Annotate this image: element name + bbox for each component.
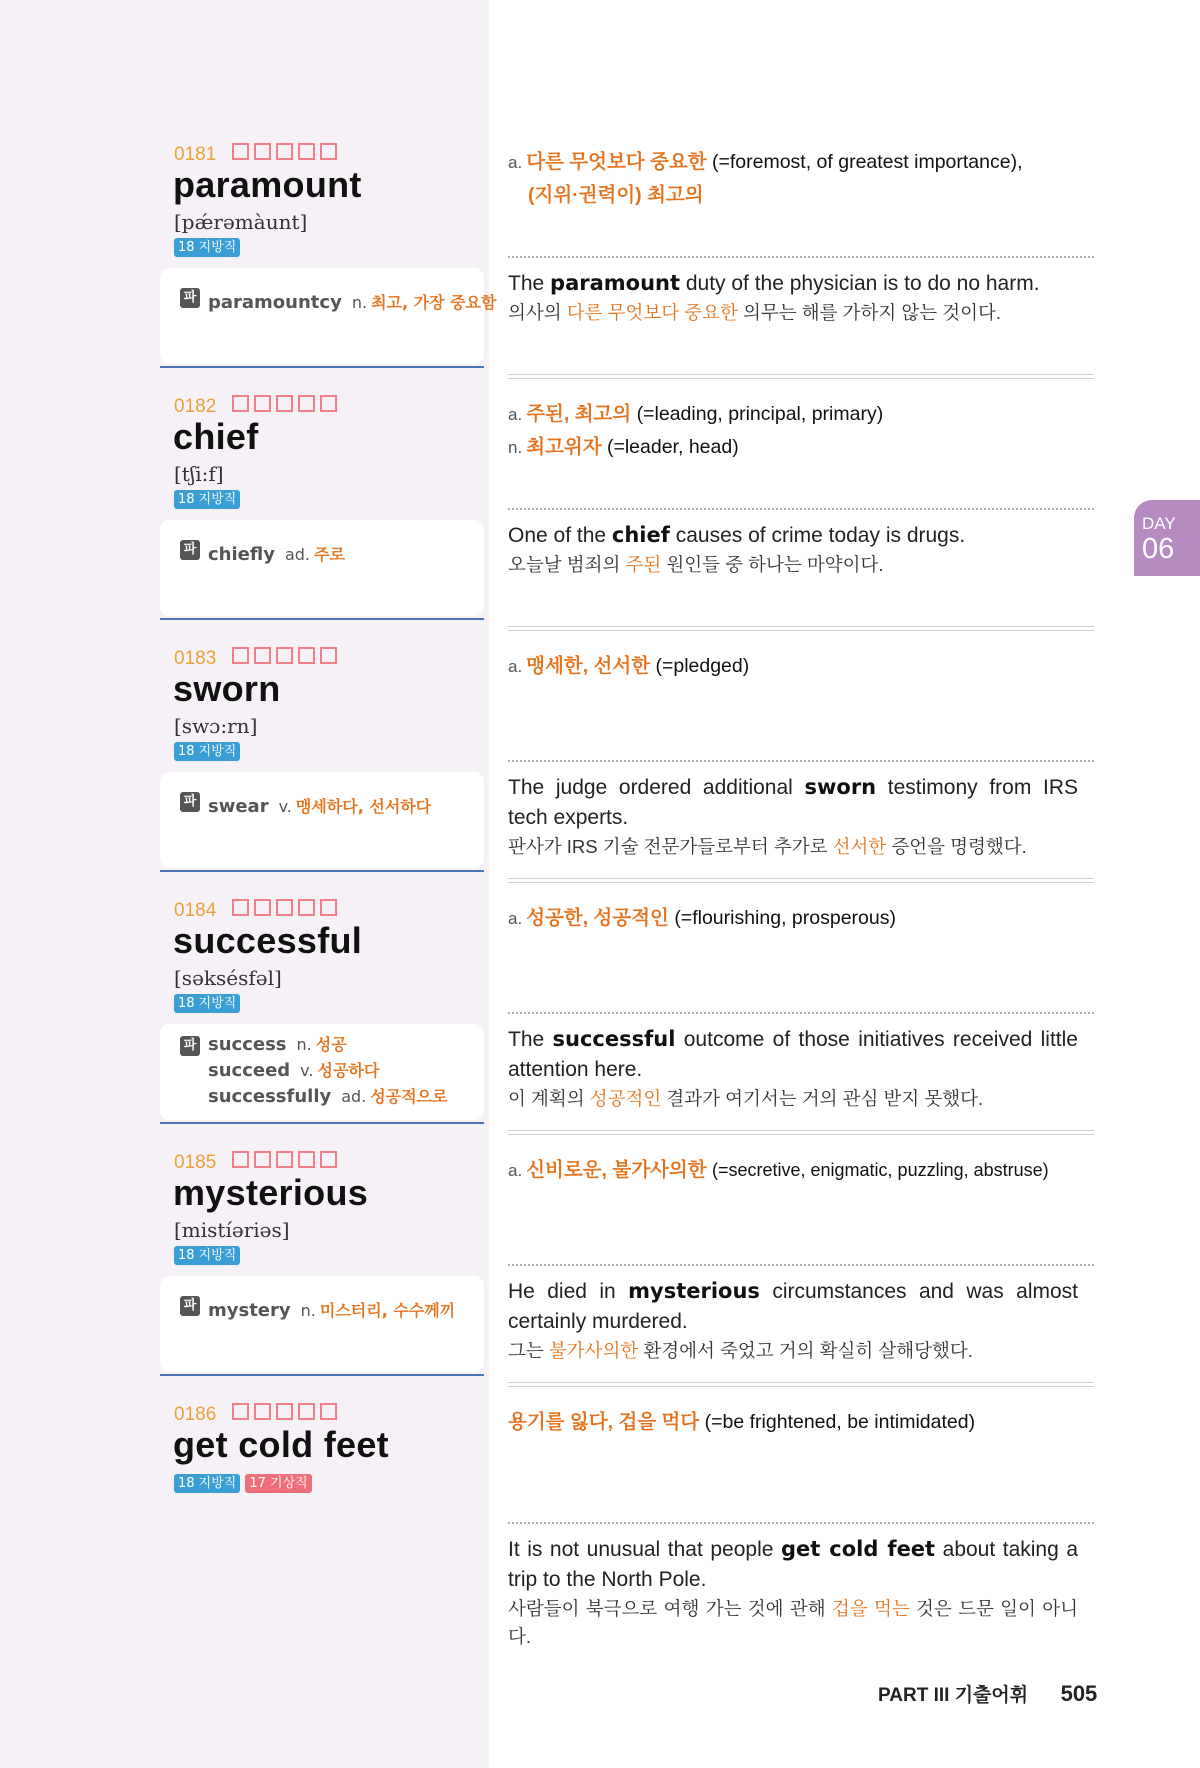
derivative-card: [160, 1024, 484, 1120]
meaning-line: a. 맹세한, 선서한 (=pledged): [508, 655, 750, 677]
derivative-pos: v.: [300, 1061, 314, 1080]
example-sentence: It is not unusual that people get cold feet about taking a trip to the North Pole.: [508, 1537, 1079, 1591]
study-checkbox[interactable]: [232, 647, 249, 664]
study-checkbox[interactable]: [298, 1151, 315, 1168]
derivative-word: success: [208, 1034, 287, 1055]
study-checkbox[interactable]: [298, 1403, 315, 1420]
meaning-line: n. 최고위자 (=leader, head): [508, 436, 739, 458]
english-synonyms: (=secretive, enigmatic, puzzling, abstruse): [711, 1160, 1049, 1180]
derivative-row: [208, 1032, 448, 1058]
korean-meaning: (지위·권력이) 최고의: [528, 184, 704, 206]
vocab-entry-0186: [0, 1394, 1200, 1646]
derivative-pos: n.: [351, 293, 368, 312]
exam-tag: 18 지방직: [174, 1474, 240, 1493]
example-block: [508, 1534, 1078, 1651]
exam-tag: 17 기상직: [245, 1474, 311, 1493]
derivative-row: [208, 1298, 455, 1324]
example-sentence: The judge ordered additional sworn testimony from IRS tech experts.: [508, 775, 1078, 829]
study-checkbox[interactable]: [232, 1403, 249, 1420]
study-checkbox[interactable]: [254, 647, 271, 664]
day-number: 06: [1142, 533, 1175, 565]
exam-tags: [174, 1246, 240, 1265]
derivative-meaning: 미스터리, 수수께끼: [319, 1301, 456, 1320]
derivative-marker: 파: [180, 792, 200, 812]
study-checkbox[interactable]: [254, 1151, 271, 1168]
meaning-line: a. 성공한, 성공적인 (=flourishing, prosperous): [508, 907, 896, 929]
study-checkbox[interactable]: [276, 899, 293, 916]
meaning-block: [508, 1406, 1088, 1439]
derivative-pos: v.: [278, 797, 292, 816]
divider: [160, 1374, 484, 1376]
study-checkbox[interactable]: [320, 1151, 337, 1168]
study-checkbox[interactable]: [320, 395, 337, 412]
study-checkbox[interactable]: [254, 395, 271, 412]
korean-meaning: 최고위자: [526, 436, 602, 458]
study-checkbox[interactable]: [298, 899, 315, 916]
entry-number: 0181: [174, 144, 217, 165]
dotted-divider: [508, 760, 1094, 762]
derivative-row: [208, 542, 345, 568]
derivative-word: swear: [208, 796, 269, 817]
dotted-divider: [508, 508, 1094, 510]
derivative-card: [160, 772, 484, 868]
study-checkbox[interactable]: [276, 395, 293, 412]
study-checkbox[interactable]: [320, 1403, 337, 1420]
derivative-meaning: 성공: [315, 1035, 347, 1054]
derivative-meaning: 주로: [313, 545, 345, 564]
study-checkboxes: [232, 1400, 337, 1420]
korean-meaning: 성공한, 성공적인: [526, 907, 669, 929]
pronunciation: [swɔ:rn]: [174, 714, 258, 738]
exam-tag: 18 지방직: [174, 742, 240, 761]
derivative-marker: 파: [180, 1036, 200, 1056]
study-checkboxes: [232, 896, 337, 916]
derivative-word: chiefly: [208, 544, 275, 565]
korean-meaning: 다른 무엇보다 중요한: [526, 151, 707, 173]
vocab-entry-0181: [0, 134, 1200, 386]
divider: [160, 870, 484, 872]
derivative-word: paramountcy: [208, 292, 342, 313]
exam-tag: 18 지방직: [174, 238, 240, 257]
example-block: [508, 1024, 1078, 1113]
study-checkbox[interactable]: [298, 647, 315, 664]
study-checkbox[interactable]: [298, 395, 315, 412]
english-synonyms: (=leading, principal, primary): [636, 403, 884, 425]
study-checkbox[interactable]: [276, 1151, 293, 1168]
exam-tags: [174, 490, 240, 509]
section-divider: [508, 1130, 1094, 1135]
exam-tag: 18 지방직: [174, 1246, 240, 1265]
korean-meaning: 용기를 잃다, 겁을 먹다: [508, 1411, 700, 1433]
example-sentence: The successful outcome of those initiatives received little attention here.: [508, 1027, 1078, 1081]
english-synonyms: (=be frightened, be intimidated): [704, 1411, 976, 1433]
derivative-card: [160, 520, 484, 616]
example-block: [508, 520, 1078, 579]
example-sentence: The paramount duty of the physician is to do no harm.: [508, 271, 1040, 295]
study-checkboxes: [232, 392, 337, 412]
study-checkbox[interactable]: [254, 1403, 271, 1420]
example-sentence: One of the chief causes of crime today is drugs.: [508, 523, 966, 547]
meaning-block: [508, 146, 1088, 212]
section-divider: [508, 374, 1094, 379]
study-checkbox[interactable]: [232, 899, 249, 916]
derivative-meaning: 성공하다: [317, 1061, 380, 1080]
derivative-meaning: 성공적으로: [370, 1087, 448, 1106]
headword: successful: [173, 920, 363, 961]
example-block: [508, 1276, 1078, 1365]
derivative-row: [208, 290, 496, 316]
meaning-line: [508, 1406, 1088, 1439]
derivative-marker: 파: [180, 1296, 200, 1316]
day-label: DAY: [1142, 514, 1176, 533]
study-checkbox[interactable]: [276, 1403, 293, 1420]
vocab-entry-0183: [0, 638, 1200, 890]
derivative-row: [208, 794, 431, 820]
dotted-divider: [508, 1522, 1094, 1524]
derivative-marker: 파: [180, 288, 200, 308]
study-checkbox[interactable]: [276, 647, 293, 664]
example-translation: 판사가 IRS 기술 전문가들로부터 추가로 선서한 증언을 명령했다.: [508, 836, 1027, 857]
divider: [160, 1122, 484, 1124]
derivative-card: [160, 268, 497, 364]
derivative-word: successfully: [208, 1086, 332, 1107]
english-synonyms: (=flourishing, prosperous): [674, 907, 896, 929]
korean-meaning: 맹세한, 선서한: [526, 655, 651, 677]
section-divider: [508, 878, 1094, 883]
derivative-pos: n.: [300, 1301, 316, 1320]
pronunciation: [səksésfəl]: [174, 966, 282, 990]
example-block: [508, 772, 1078, 861]
vocab-entry-0185: [0, 1142, 1200, 1394]
english-synonyms: (=leader, head): [606, 436, 739, 458]
vocab-entry-0184: [0, 890, 1200, 1142]
example-translation: 이 계획의 성공적인 결과가 여기서는 거의 관심 받지 못했다.: [508, 1088, 984, 1109]
study-checkboxes: [232, 1148, 337, 1168]
study-checkbox[interactable]: [320, 647, 337, 664]
study-checkbox[interactable]: [320, 143, 337, 160]
study-checkbox[interactable]: [276, 143, 293, 160]
pronunciation: [tʃi:f]: [174, 462, 224, 486]
meaning-line: [508, 179, 1088, 212]
vocab-entry-0182: [0, 386, 1200, 638]
study-checkbox[interactable]: [320, 899, 337, 916]
derivative-pos: n.: [296, 1035, 312, 1054]
entry-number: 0184: [174, 900, 217, 921]
headword: mysterious: [173, 1172, 369, 1213]
entry-number: 0182: [174, 396, 217, 417]
derivative-row: [208, 1084, 448, 1110]
entry-number: 0185: [174, 1152, 217, 1173]
headword: get cold feet: [173, 1424, 389, 1465]
derivative-word: mystery: [208, 1300, 291, 1321]
exam-tag: 18 지방직: [174, 994, 240, 1013]
dotted-divider: [508, 1264, 1094, 1266]
study-checkbox[interactable]: [232, 395, 249, 412]
derivative-meaning: 맹세하다, 선서하다: [295, 797, 432, 816]
entry-number: 0183: [174, 648, 217, 669]
derivative-meaning: 최고, 가장 중요함: [371, 293, 497, 312]
study-checkbox[interactable]: [254, 899, 271, 916]
derivative-marker: 파: [180, 540, 200, 560]
example-translation: 사람들이 북극으로 여행 가는 것에 관해 겁을 먹는 것은 드문 일이 아니다.: [508, 1598, 1078, 1647]
headword: sworn: [173, 668, 281, 709]
derivative-row: [208, 1058, 448, 1084]
meaning-line: a. 주된, 최고의 (=leading, principal, primary): [508, 403, 884, 425]
english-synonyms: (=foremost, of greatest importance),: [711, 151, 1023, 173]
meaning-block: [508, 1154, 1088, 1187]
derivative-pos: ad.: [284, 545, 310, 564]
meaning-block: [508, 650, 1088, 683]
entry-number: 0186: [174, 1404, 217, 1425]
meaning-line: a. 다른 무엇보다 중요한 (=foremost, of greatest importance),: [508, 151, 1023, 173]
footer-part-label: PART III 기출어휘: [878, 1685, 1029, 1706]
meaning-block: [508, 398, 1088, 464]
exam-tag: 18 지방직: [174, 490, 240, 509]
korean-meaning: 신비로운, 불가사의한: [526, 1159, 707, 1181]
exam-tags: [174, 742, 240, 761]
divider: [160, 366, 484, 368]
study-checkbox[interactable]: [232, 1151, 249, 1168]
page-number: 505: [1060, 1681, 1098, 1706]
pronunciation: [pǽrəmàunt]: [174, 210, 308, 234]
pronunciation: [mistíəriəs]: [174, 1218, 290, 1242]
study-checkboxes: [232, 644, 337, 664]
dotted-divider: [508, 256, 1094, 258]
headword: chief: [173, 416, 259, 457]
derivative-pos: ad.: [341, 1087, 367, 1106]
exam-tags: [174, 994, 240, 1013]
meaning-line: a. 신비로운, 불가사의한 (=secretive, enigmatic, puzzling, abstruse): [508, 1159, 1049, 1181]
section-divider: [508, 626, 1094, 631]
study-checkbox[interactable]: [298, 143, 315, 160]
derivative-card: [160, 1276, 484, 1372]
english-synonyms: (=pledged): [655, 655, 750, 677]
korean-meaning: 주된, 최고의: [526, 403, 632, 425]
meaning-block: [508, 902, 1088, 935]
section-divider: [508, 1382, 1094, 1387]
example-translation: 오늘날 범죄의 주된 원인들 중 하나는 마약이다.: [508, 554, 884, 575]
page-footer: [878, 1680, 1097, 1707]
example-translation: 의사의 다른 무엇보다 중요한 의무는 해를 가하지 않는 것이다.: [508, 302, 1002, 323]
example-sentence: He died in mysterious circumstances and was almost certainly murdered.: [508, 1279, 1078, 1333]
study-checkbox[interactable]: [254, 143, 271, 160]
headword: paramount: [173, 164, 362, 205]
exam-tags: [174, 238, 240, 257]
exam-tags: [174, 1474, 312, 1493]
derivative-word: succeed: [208, 1060, 291, 1081]
study-checkboxes: [232, 140, 337, 160]
day-tab[interactable]: [1134, 500, 1200, 576]
example-translation: 그는 불가사의한 환경에서 죽었고 거의 확실히 살해당했다.: [508, 1340, 973, 1361]
study-checkbox[interactable]: [232, 143, 249, 160]
example-block: [508, 268, 1078, 327]
divider: [160, 618, 484, 620]
dotted-divider: [508, 1012, 1094, 1014]
